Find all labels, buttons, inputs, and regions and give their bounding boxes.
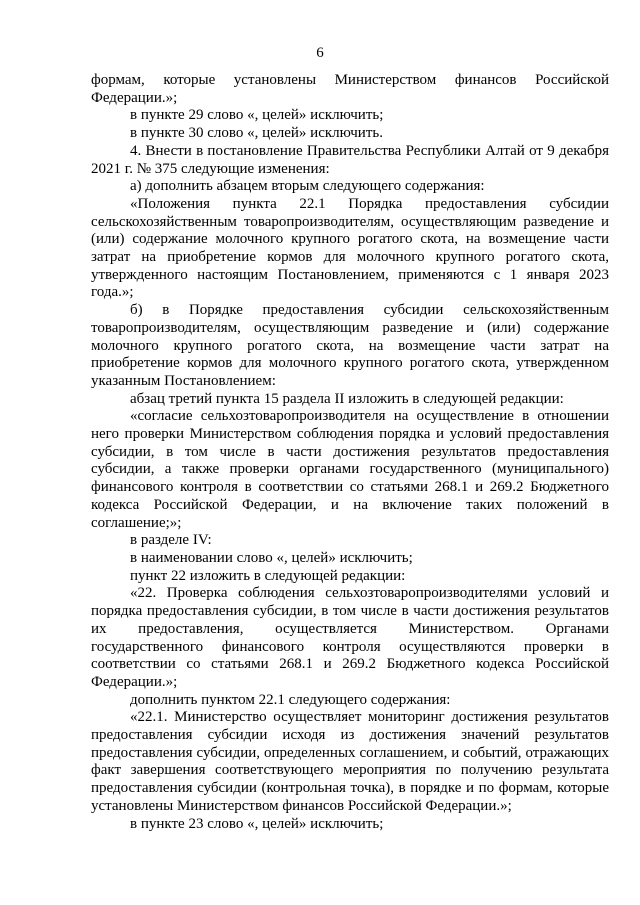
paragraph: формам, которые установлены Министерством финансов Российской Федерации.»; (91, 72, 609, 106)
paragraph: в разделе IV: (130, 532, 212, 549)
paragraph: а) дополнить абзацем вторым следующего содержания: (130, 178, 485, 195)
paragraph: «согласие сельхозтоваропроизводителя на осуществление в отношении него проверки Министерством соблюдения порядка и условий предоставления субсидии, в том числе в части достижения результатов предоставления субсидии, а также проверки органами государственного (муниципального) финансового контроля в соответствии со статьями 268.1 и 269.2 Бюджетного кодекса Российской Федерации, и на включение таких положений в соглашение;»; (91, 408, 609, 531)
paragraph: в пункте 23 слово «, целей» исключить; (130, 815, 384, 832)
page-number: 6 (316, 45, 324, 61)
paragraph: абзац третий пункта 15 раздела II изложить в следующей редакции: (130, 390, 564, 407)
paragraph: б) в Порядке предоставления субсидии сельскохозяйственным товаропроизводителям, осуществляющим разведение и (или) содержание молочного крупного рогатого скота, на возмещение части затрат на приобретение кормов для молочного крупного рогатого скота, утвержденном указанным Постановлением: (91, 302, 609, 389)
paragraph: «22.1. Министерство осуществляет мониторинг достижения результатов предоставления субсидии исходя из достижения значений результатов предоставления субсидии, определенных соглашением, и событий, отражающих факт завершения соответствующего мероприятия по получению результата предоставления субсидии (контрольная точка), в порядке и по формам, которые установлены Министерством финансов Российской Федерации.»; (91, 709, 609, 814)
paragraph: «Положения пункта 22.1 Порядка предоставления субсидии сельскохозяйственным товаропроизводителям, осуществляющим разведение и (или) содержание молочного крупного рогатого скота, на возмещение части затрат на приобретение кормов для молочного крупного рогатого скота, утвержденного настоящим Постановлением, применяются с 1 января 2023 года.»; (91, 195, 609, 301)
paragraph: 4. Внести в постановление Правительства Республики Алтай от 9 декабря 2021 г. № 375 следующие изменения: (91, 142, 609, 177)
paragraph: в наименовании слово «, целей» исключить; (130, 549, 413, 566)
paragraph: пункт 22 изложить в следующей редакции: (130, 567, 406, 584)
document-body (91, 72, 609, 833)
paragraph: в пункте 29 слово «, целей» исключить; (130, 107, 384, 124)
paragraph: в пункте 30 слово «, целей» исключить. (130, 125, 383, 142)
paragraph: «22. Проверка соблюдения сельхозтоваропроизводителями условий и порядка предоставления субсидии, в том числе в части достижения результатов их предоставления, осуществляется Министерством. Органами государственного финансового контроля осуществляются проверки в соответствии со статьями 268.1 и 269.2 Бюджетного кодекса Российской Федерации.»; (91, 585, 609, 690)
paragraph: дополнить пунктом 22.1 следующего содержания: (130, 691, 451, 708)
